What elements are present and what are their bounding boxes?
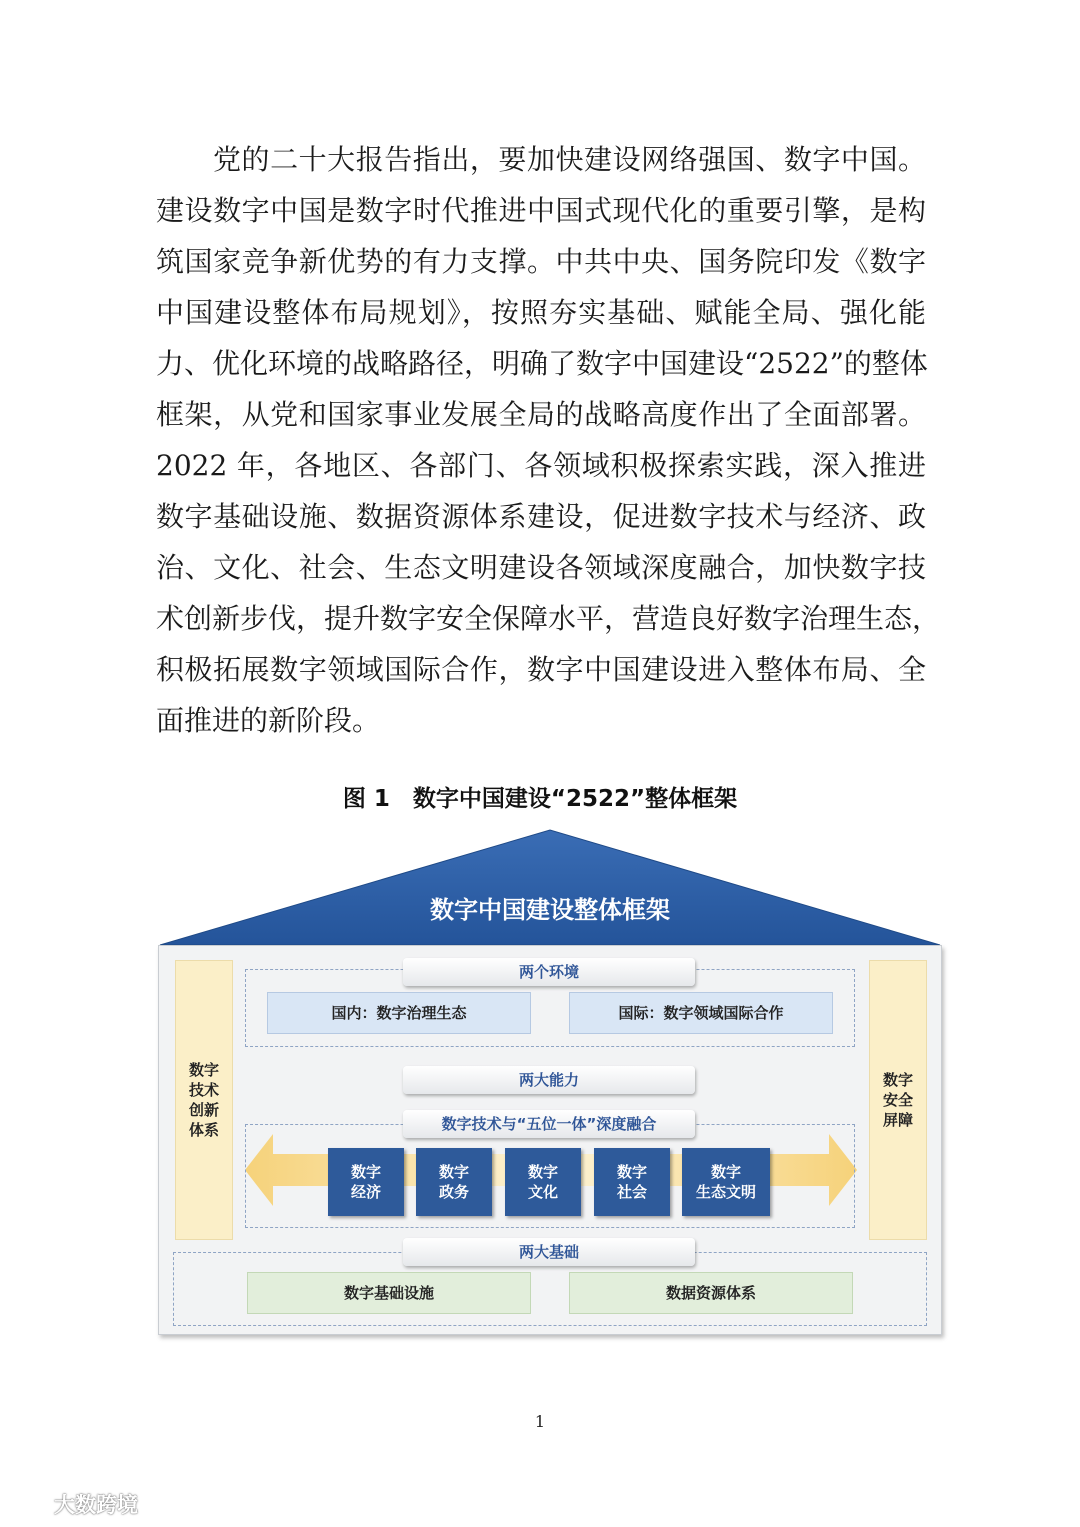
right-pillar: 数字安全屏障 (869, 960, 927, 1240)
left-pillar: 数字技术创新体系 (175, 960, 233, 1240)
paragraph-line: 中国建设整体布局规划》，按照夯实基础、赋能全局、强化能 (156, 296, 926, 329)
area-digital-government: 数字 政务 (416, 1148, 492, 1216)
figure-caption: 图 1 数字中国建设“2522”整体框架 (342, 786, 738, 812)
roof-title: 数字中国建设整体框架 (430, 896, 670, 924)
area-digital-culture: 数字 文化 (505, 1148, 581, 1216)
paragraph-line: 数字基础设施、数据资源体系建设，促进数字技术与经济、政 (156, 500, 926, 533)
integration-tag: 数字技术与“五位一体”深度融合 (403, 1110, 695, 1138)
paragraph-line: 建设数字中国是数字时代推进中国式现代化的重要引擎，是构 (156, 194, 926, 227)
paragraph-line: 筑国家竞争新优势的有力支撑。中共中央、国务院印发《数字 (156, 245, 926, 278)
area-digital-economy: 数字 经济 (328, 1148, 404, 1216)
area-digital-society: 数字 社会 (594, 1148, 670, 1216)
area-digital-ecology: 数字 生态文明 (682, 1148, 770, 1216)
paragraph-line: 框架，从党和国家事业发展全局的战略高度作出了全面部署。 (156, 398, 926, 431)
framework-diagram (158, 828, 942, 1338)
page-number: 1 (534, 1412, 546, 1431)
infrastructure-box: 数字基础设施 (247, 1272, 531, 1314)
paragraph-line: 面推进的新阶段。 (156, 704, 381, 737)
watermark (10, 1489, 138, 1519)
watermark-text: 大数跨境 (54, 1493, 138, 1517)
roof-shape (158, 828, 942, 950)
environments-tag: 两个环境 (403, 958, 695, 986)
paragraph-line: 力、优化环境的战略路径，明确了数字中国建设“2522”的整体 (156, 347, 928, 380)
paragraph-line: 术创新步伐，提升数字安全保障水平，营造良好数字治理生态， (156, 602, 941, 635)
paragraph-line: 党的二十大报告指出，要加快建设网络强国、数字中国。 (213, 143, 926, 176)
paragraph-line: 治、文化、社会、生态文明建设各领域深度融合，加快数字技 (156, 551, 926, 584)
international-box: 国际：数字领域国际合作 (569, 992, 833, 1034)
watermark-logo-icon (10, 1492, 48, 1516)
framework-body (158, 945, 942, 1335)
domestic-box: 国内：数字治理生态 (267, 992, 531, 1034)
paragraph-line: 积极拓展数字领域国际合作，数字中国建设进入整体布局、全 (156, 653, 926, 686)
capabilities-tag: 两大能力 (403, 1066, 695, 1094)
foundations-tag: 两大基础 (403, 1238, 695, 1266)
data-resources-box: 数据资源体系 (569, 1272, 853, 1314)
body-paragraph (156, 134, 941, 746)
paragraph-line: 2022 年，各地区、各部门、各领域积极探索实践，深入推进 (156, 449, 926, 482)
